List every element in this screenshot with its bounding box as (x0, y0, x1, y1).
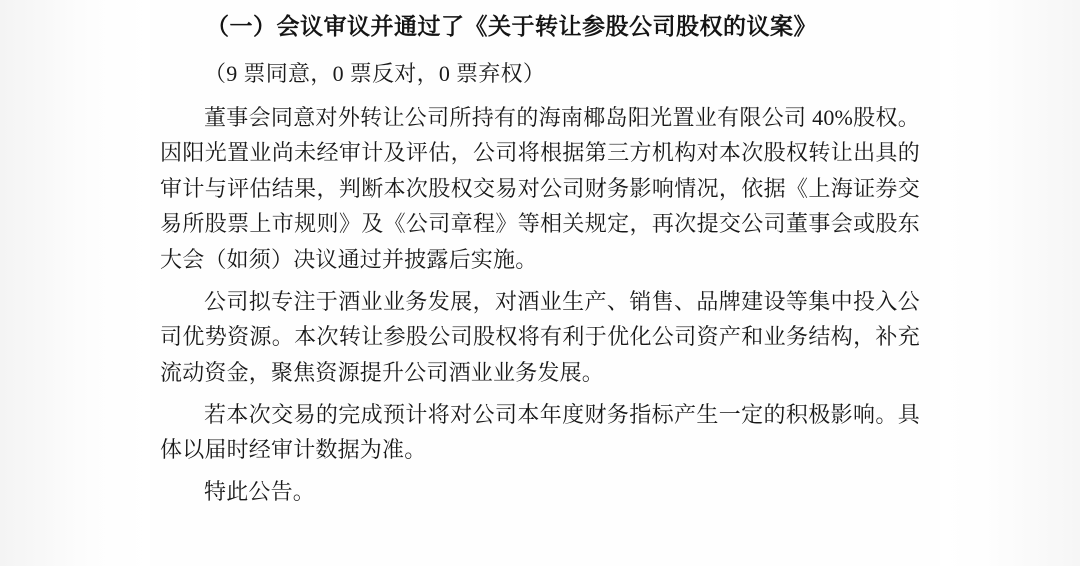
paragraph-3: 若本次交易的完成预计将对公司本年度财务指标产生一定的积极影响。具体以届时经审计数据为准。 (160, 401, 920, 463)
paragraph-1: 董事会同意对外转让公司所持有的海南椰岛阳光置业有限公司 40%股权。因阳光置业尚未经审计及评估，公司将根据第三方机构对本次股权转让出具的审计与评估结果，判断本次股权交易对公司财务影响情况，依据《上海证券交易所股票上市规则》及《公司章程》等相关规定，再次提交公司董事会或股东大会（如须）决议通过并披露后实施。 (160, 104, 920, 272)
paragraph-2: 公司拟专注于酒业业务发展，对酒业生产、销售、品牌建设等集中投入公司优势资源。本次转让参股公司股权将有利于优化公司资产和业务结构，补充流动资金，聚焦资源提升公司酒业业务发展。 (160, 288, 920, 385)
page-title: （一）会议审议并通过了《关于转让参股公司股权的议案》 (206, 14, 817, 39)
paragraph-4: 特此公告。 (204, 478, 316, 504)
document-body (160, 10, 920, 509)
page-left-margin-shade (0, 0, 150, 566)
vote-result-line: （9 票同意，0 票反对，0 票弃权） (204, 60, 546, 86)
page-right-margin-shade (940, 0, 1080, 566)
